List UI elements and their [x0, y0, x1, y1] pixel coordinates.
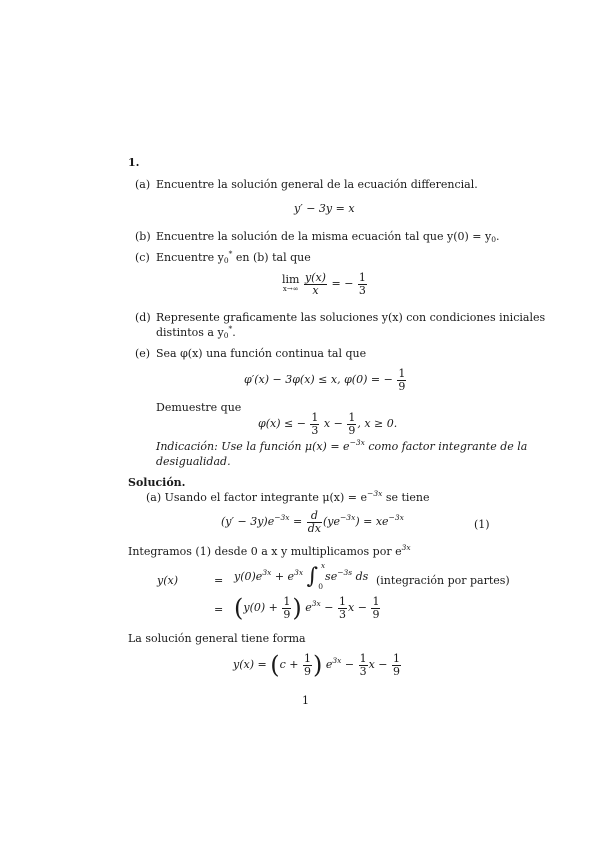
solution-general-form: y(x) = (c + $\frac{1}{9}$ ) $e^{3x}$ − $\frac{1}{3}$ x − $\frac{1}{9}$ [233, 651, 401, 680]
item-d-label: (d) [135, 311, 151, 324]
item-e-text: Sea φ(x) una función continua tal que [156, 347, 367, 360]
solution-eq2-lhs: y(x) [157, 574, 179, 587]
item-a-label: (a) [135, 178, 151, 191]
solution-eq3-rhs: (y(0) + $\frac{1}{9}$ ) $e^{3x}$ − $\frac{1}{3}$ x − $\frac{1}{9}$ [234, 594, 380, 623]
page-number: 1 [302, 694, 309, 707]
problem-number: 1. [128, 156, 140, 169]
solution-eq3-equals: = [214, 603, 224, 616]
item-a-equation: y′ − 3y = x [294, 202, 355, 215]
solution-eq2-equals: = [214, 574, 224, 587]
item-d-text-line2: distintos a $y_0^*$. [156, 324, 236, 340]
item-b-text: Encuentre la solución de la misma ecuación tal que $y(0) = y_0$. [156, 230, 500, 244]
solution-eq2-note: (integración por partes) [376, 574, 510, 587]
item-c-text: Encuentre $y_0^*$ en (b) tal que [156, 249, 311, 265]
item-c-label: (c) [135, 251, 150, 264]
integral-sign: ∫ x 0 [306, 561, 326, 591]
hint-line1: Indicación: Use la función $\mu(x) = e^{-3x}$ como factor integrante de la [156, 438, 528, 453]
item-d-text-line1: Represente graficamente las soluciones y(x) con condiciones iniciales [156, 311, 546, 324]
item-a-text: Encuentre la solución general de la ecuación differencial. [156, 178, 478, 191]
equation-tag-1: (1) [474, 518, 490, 531]
item-e-inequality: φ′(x) − 3φ(x) ≤ x, φ(0) = − $\frac{1}{9}$ [244, 367, 406, 393]
solution-equation-1: $(y' - 3y)e^{-3x}$ = $\frac{d}{dx}$ $(ye^{-3x}) = xe^{-3x}$ [221, 509, 404, 535]
solution-intro: (a) Usando el factor integrante $\mu(x) = e^{-3x}$ se tiene [146, 489, 430, 504]
solution-title: Solución. [128, 476, 186, 489]
solution-line3: La solución general tiene forma [128, 632, 306, 645]
item-e-show: Demuestre que [156, 401, 242, 414]
item-b-label: (b) [135, 230, 151, 243]
item-c-limit-equation: lim x→∞ $\frac{y(x)}{x}$ = − $\frac{1}{3}$ [282, 271, 366, 297]
hint-line2: desigualidad. [156, 455, 231, 468]
item-e-label: (e) [135, 347, 151, 360]
item-e-bound: φ(x) ≤ − $\frac{1}{3}$ x − $\frac{1}{9}$ , x ≥ 0. [258, 411, 398, 437]
solution-eq2-rhs: $y(0)e^{3x} + e^{3x}$ ∫ x 0 $se^{-3s}$ ds [234, 561, 369, 591]
solution-line2: Integramos (1) desde 0 a x y multiplicamos por $e^{3x}$ [128, 543, 411, 558]
